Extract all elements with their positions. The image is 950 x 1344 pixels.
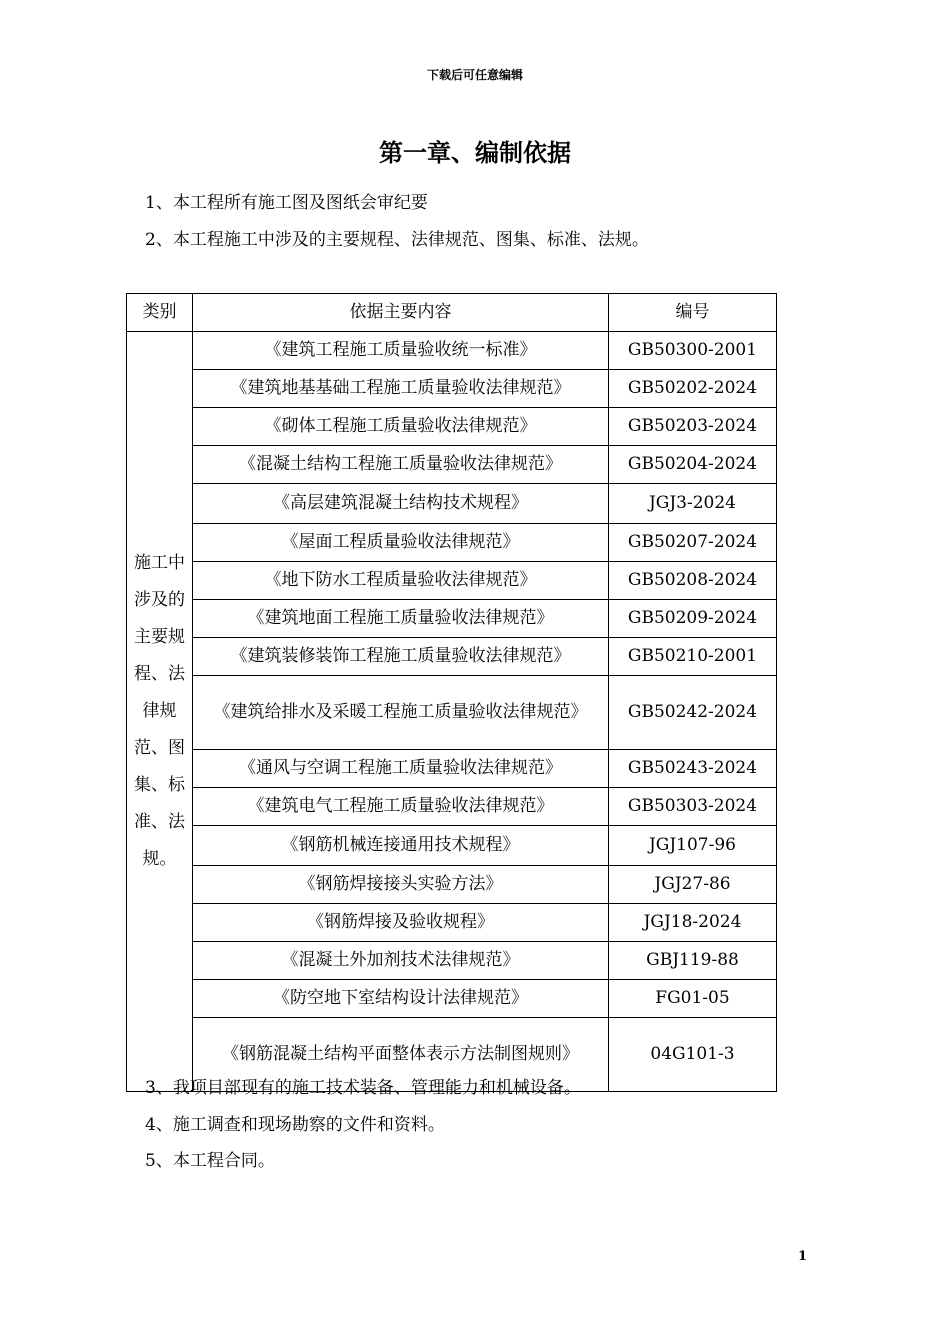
table-row — [127, 408, 777, 446]
paragraph-5: 5、本工程合同。 — [145, 1151, 275, 1171]
code-cell: GB50202-2024 — [609, 370, 777, 408]
table-row — [127, 524, 777, 562]
content-cell: 《建筑工程施工质量验收统一标准》 — [193, 332, 609, 370]
code-cell: FG01-05 — [609, 980, 777, 1018]
table-row — [127, 370, 777, 408]
code-cell: JGJ107-96 — [609, 826, 777, 866]
content-cell: 《钢筋焊接及验收规程》 — [193, 904, 609, 942]
category-cell: 施工中涉及的主要规程、法律规范、图集、标准、法规。 — [127, 332, 193, 1092]
code-cell: JGJ27-86 — [609, 866, 777, 904]
code-cell: JGJ18-2024 — [609, 904, 777, 942]
code-cell: GB50209-2024 — [609, 600, 777, 638]
content-cell: 《建筑电气工程施工质量验收法律规范》 — [193, 788, 609, 826]
content-cell: 《高层建筑混凝土结构技术规程》 — [193, 484, 609, 524]
paragraph-3: 3、我项目部现有的施工技术装备、管理能力和机械设备。 — [145, 1078, 581, 1098]
content-cell: 《地下防水工程质量验收法律规范》 — [193, 562, 609, 600]
code-cell: GB50207-2024 — [609, 524, 777, 562]
content-cell: 《钢筋焊接接头实验方法》 — [193, 866, 609, 904]
code-cell: GB50204-2024 — [609, 446, 777, 484]
content-cell: 《砌体工程施工质量验收法律规范》 — [193, 408, 609, 446]
content-cell: 《建筑给排水及采暖工程施工质量验收法律规范》 — [193, 676, 609, 750]
content-cell: 《混凝土外加剂技术法律规范》 — [193, 942, 609, 980]
table-row — [127, 676, 777, 750]
paragraph-2: 2、本工程施工中涉及的主要规程、法律规范、图集、标准、法规。 — [145, 230, 649, 250]
table-body — [127, 332, 777, 1092]
table-row — [127, 904, 777, 942]
table-header-row — [127, 294, 777, 332]
header-note: 下载后可任意编辑 — [426, 68, 523, 82]
table-row — [127, 788, 777, 826]
table-row — [127, 446, 777, 484]
table-row — [127, 332, 777, 370]
table-row — [127, 866, 777, 904]
paragraph-4: 4、施工调查和现场勘察的文件和资料。 — [145, 1115, 445, 1135]
table-row — [127, 484, 777, 524]
code-cell: 04G101-3 — [609, 1018, 777, 1092]
content-cell: 《建筑地基基础工程施工质量验收法律规范》 — [193, 370, 609, 408]
paragraph-1: 1、本工程所有施工图及图纸会审纪要 — [145, 193, 428, 213]
table-row — [127, 562, 777, 600]
content-cell: 《钢筋混凝土结构平面整体表示方法制图规则》 — [193, 1018, 609, 1092]
table-row — [127, 826, 777, 866]
code-cell: GB50300-2001 — [609, 332, 777, 370]
header-code: 编号 — [609, 294, 777, 332]
table-row — [127, 600, 777, 638]
header-category: 类别 — [127, 294, 193, 332]
content-cell: 《建筑装修装饰工程施工质量验收法律规范》 — [193, 638, 609, 676]
table-row — [127, 638, 777, 676]
code-cell: GB50203-2024 — [609, 408, 777, 446]
table-row — [127, 980, 777, 1018]
code-cell: JGJ3-2024 — [609, 484, 777, 524]
table-row — [127, 750, 777, 788]
code-cell: GB50210-2001 — [609, 638, 777, 676]
content-cell: 《建筑地面工程施工质量验收法律规范》 — [193, 600, 609, 638]
code-cell: GBJ119-88 — [609, 942, 777, 980]
header-content: 依据主要内容 — [193, 294, 609, 332]
code-cell: GB50303-2024 — [609, 788, 777, 826]
content-cell: 《钢筋机械连接通用技术规程》 — [193, 826, 609, 866]
content-cell: 《通风与空调工程施工质量验收法律规范》 — [193, 750, 609, 788]
content-cell: 《混凝土结构工程施工质量验收法律规范》 — [193, 446, 609, 484]
page-number: 1 — [798, 1249, 808, 1264]
code-cell: GB50242-2024 — [609, 676, 777, 750]
code-cell: GB50208-2024 — [609, 562, 777, 600]
table-row — [127, 942, 777, 980]
content-cell: 《防空地下室结构设计法律规范》 — [193, 980, 609, 1018]
basis-table — [126, 293, 777, 1092]
code-cell: GB50243-2024 — [609, 750, 777, 788]
page-title: 第一章、编制依据 — [379, 139, 571, 167]
content-cell: 《屋面工程质量验收法律规范》 — [193, 524, 609, 562]
